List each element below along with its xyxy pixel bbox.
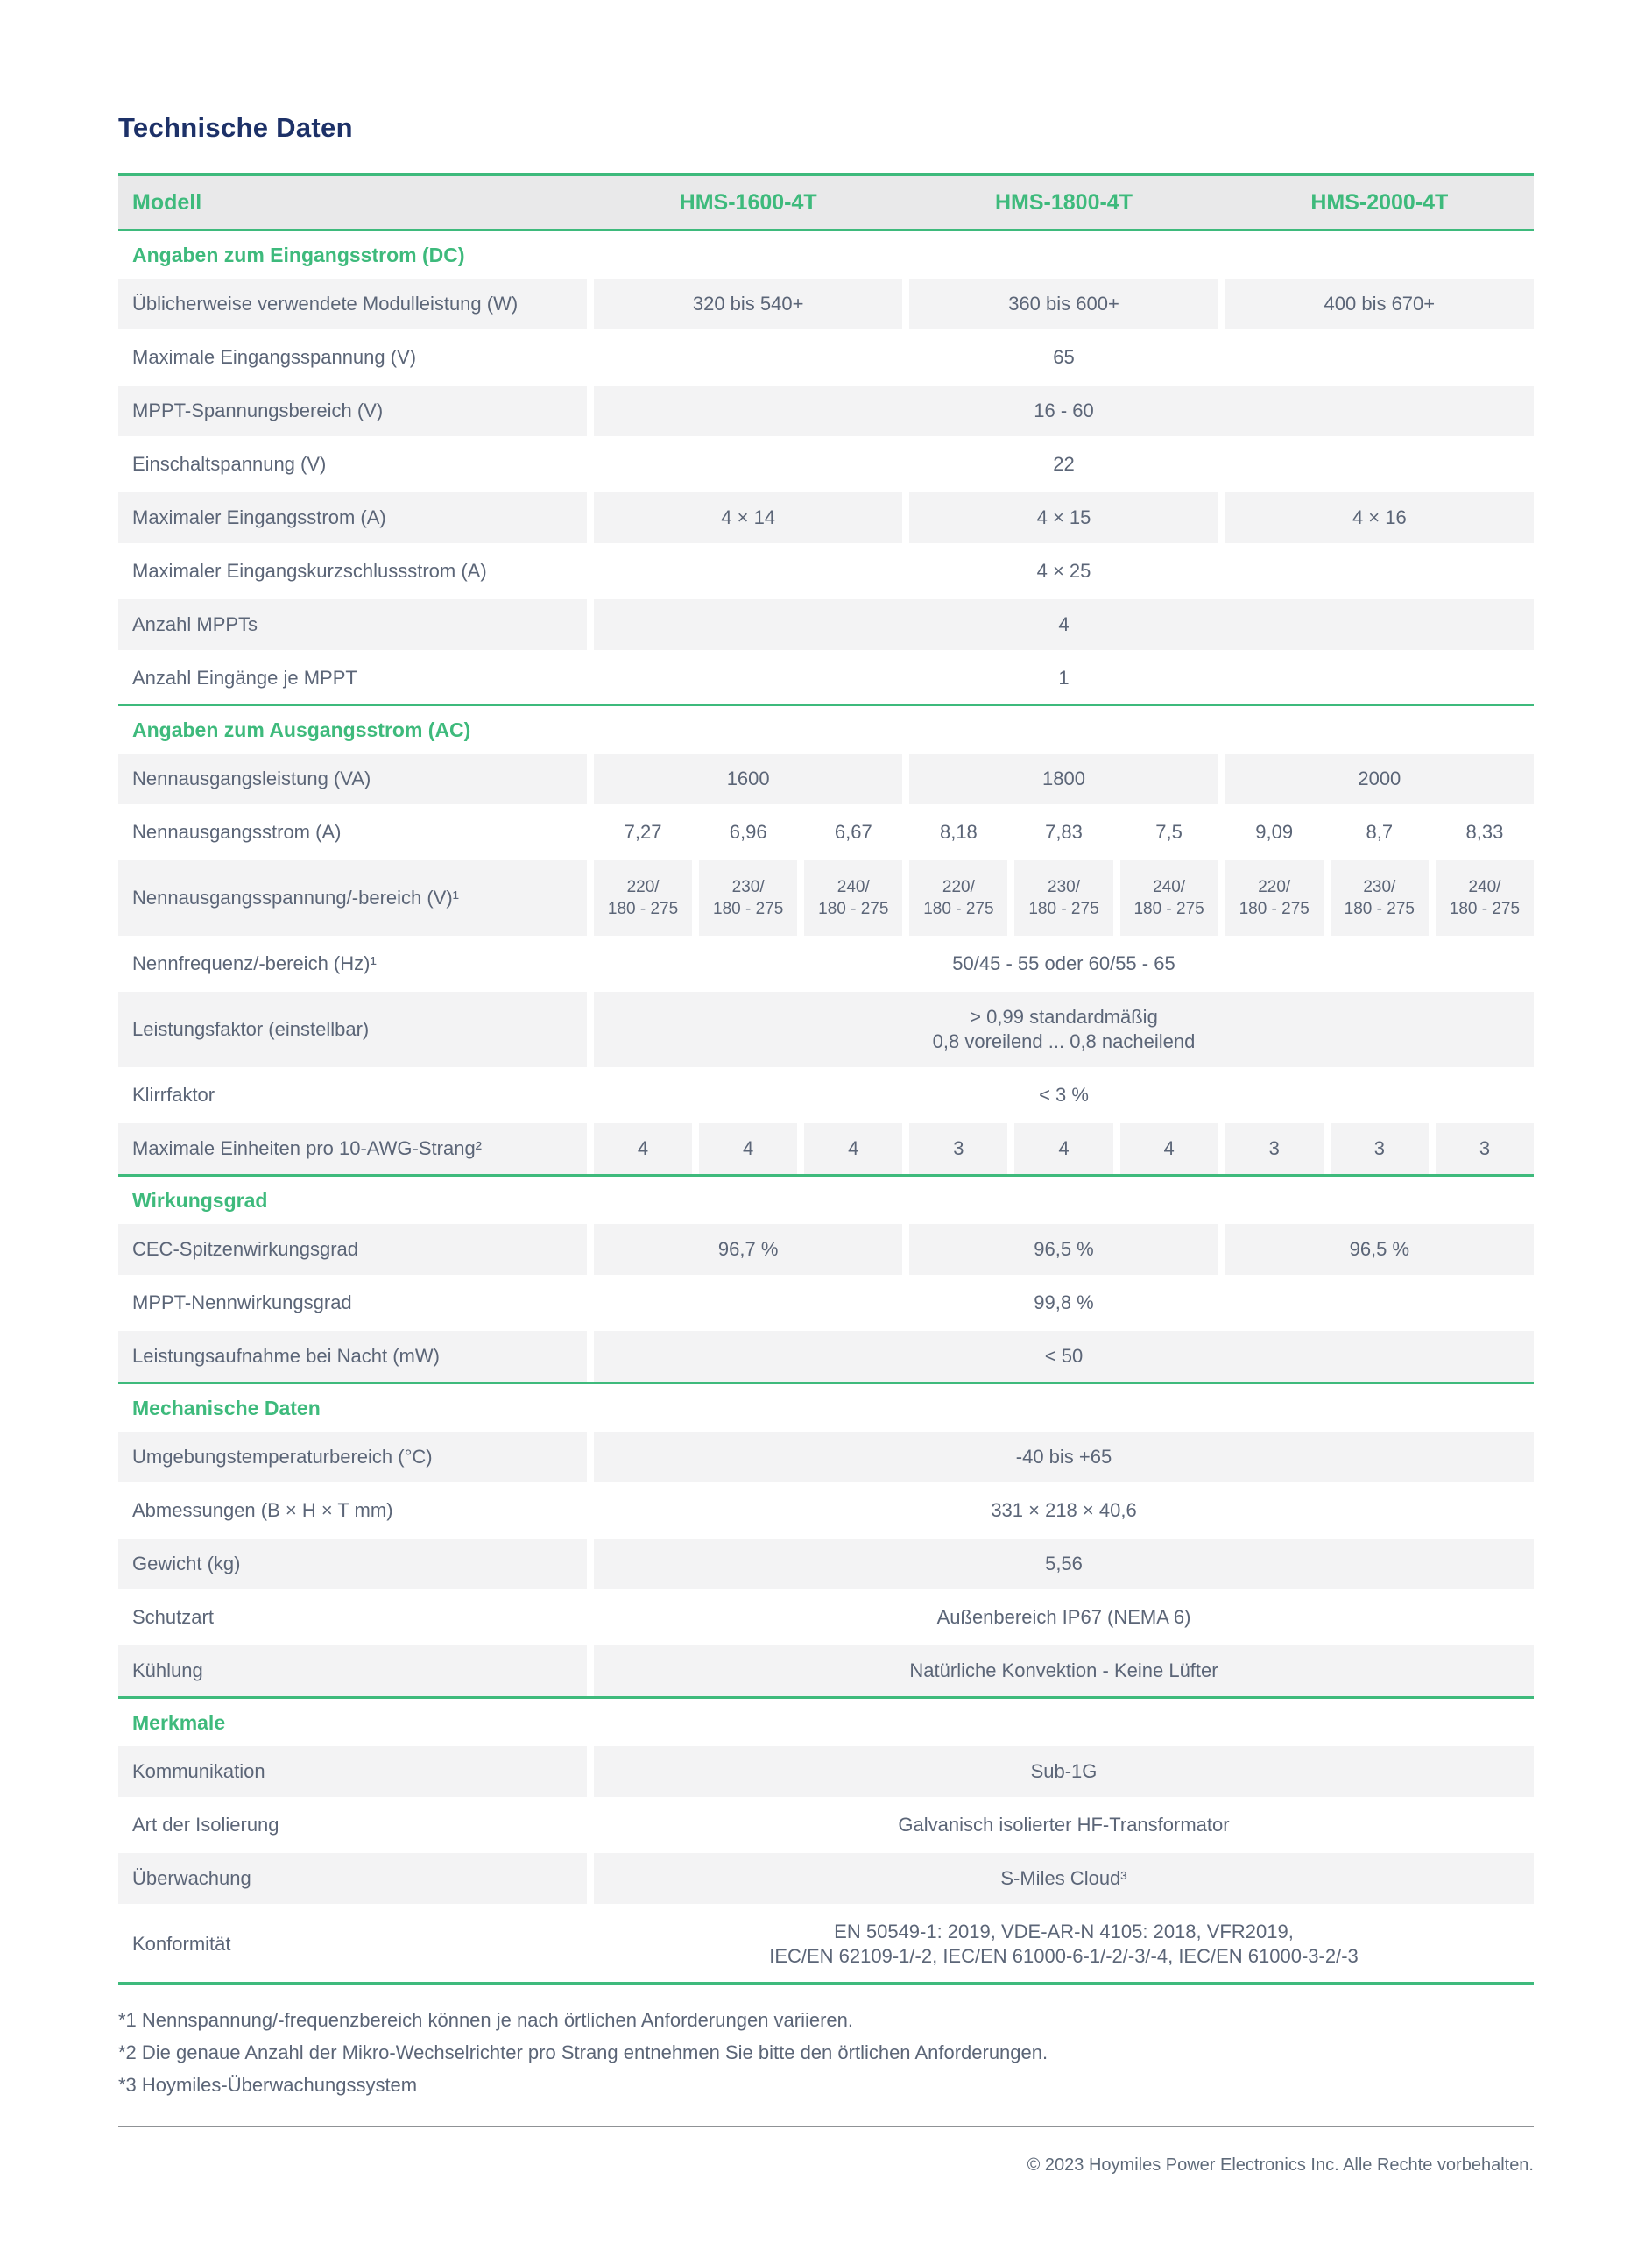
row-value: 65 [1053,346,1075,368]
row-value: 9,09 [1255,821,1294,843]
row-value: 8,7 [1366,821,1394,843]
row-label: Art der Isolierung [132,1814,279,1836]
table-row [118,938,1534,989]
footnote: *1 Nennspannung/-frequenzbereich können je nach örtlichen Anforderungen variieren. [118,2009,854,2031]
table-sections [118,231,1534,1985]
table-row [118,1331,1534,1382]
value-line: 230/ [1363,878,1396,896]
value-line: 180 - 275 [1449,900,1521,918]
section-rows [118,279,1534,706]
value-line: 180 - 275 [1239,900,1310,918]
model-column-header: HMS-2000-4T [1310,189,1449,215]
row-value: 96,5 % [1225,1224,1534,1275]
table-row [118,1645,1534,1696]
row-label: Schutzart [132,1606,214,1628]
row-value [594,992,1534,1067]
row-value: 4 × 14 [594,492,902,543]
table-row [118,807,1534,858]
value-line: 220/ [942,878,975,896]
table-row [118,1277,1534,1328]
table-row [118,1907,1534,1982]
table-header-row [118,173,1534,231]
section-title: Angaben zum Ausgangsstrom (AC) [132,718,471,741]
row-value: 4 [594,599,1534,650]
row-value: 400 bis 670+ [1225,279,1534,329]
row-value: 6,67 [834,821,872,843]
model-row-label: Modell [132,189,202,215]
value-line: 180 - 275 [818,900,889,918]
footnote: *3 Hoymiles-Überwachungssystem [118,2074,418,2096]
row-label: Kühlung [118,1645,587,1696]
row-label: Maximaler Eingangskurzschlussstrom (A) [132,560,487,582]
table-row [118,279,1534,329]
table-row [118,992,1534,1067]
row-value: 2000 [1225,754,1534,804]
value-line: 230/ [1048,878,1080,896]
row-value: 320 bis 540+ [594,279,902,329]
row-value [1331,860,1429,936]
row-label: Maximaler Eingangsstrom (A) [118,492,587,543]
table-row [118,754,1534,804]
row-value: 8,33 [1465,821,1504,843]
row-label: Üblicherweise verwendete Modulleistung (W) [118,279,587,329]
spec-table [118,173,1534,1985]
row-label: Nennfrequenz/-bereich (Hz)¹ [132,952,377,974]
row-value: 96,7 % [594,1224,902,1275]
row-value [594,860,692,936]
copyright-text: © 2023 Hoymiles Power Electronics Inc. Alle Rechte vorbehalten. [1027,2155,1534,2175]
row-values [594,492,1534,543]
row-value: < 3 % [1039,1084,1089,1106]
value-line: 240/ [1468,878,1501,896]
value-line: 180 - 275 [1133,900,1204,918]
row-label: Konformität [132,1933,231,1955]
value-line: 180 - 275 [1028,900,1099,918]
table-row [118,492,1534,543]
row-label: Maximale Eingangsspannung (V) [132,346,417,368]
footnote: *2 Die genaue Anzahl der Mikro-Wechselrichter pro Strang entnehmen Sie bitte den örtlichen Anforderungen. [118,2041,1048,2063]
value-line: EN 50549-1: 2019, VDE-AR-N 4105: 2018, VFR2019, [834,1921,1294,1942]
row-value: S-Miles Cloud³ [594,1853,1534,1904]
row-value: 5,56 [594,1539,1534,1589]
table-row [118,599,1534,650]
table-row [118,1592,1534,1643]
row-values [594,754,1534,804]
row-values [594,860,1534,936]
row-label: Nennausgangsspannung/-bereich (V)¹ [118,860,587,936]
row-value: 1800 [909,754,1218,804]
row-value: 50/45 - 55 oder 60/55 - 65 [952,952,1175,974]
row-value: Natürliche Konvektion - Keine Lüfter [594,1645,1534,1696]
datasheet-page [118,112,1534,2176]
table-row [118,1432,1534,1482]
section-title: Angaben zum Eingangsstrom (DC) [132,244,465,266]
section-rows [118,1746,1534,1985]
row-label: Kommunikation [118,1746,587,1797]
table-row [118,653,1534,704]
row-label: Nennausgangsleistung (VA) [118,754,587,804]
row-value: Galvanisch isolierter HF-Transformator [898,1814,1230,1836]
row-value: 4 [1120,1123,1218,1174]
table-row [118,439,1534,490]
footnotes [118,2004,1534,2101]
value-line: 180 - 275 [607,900,679,918]
value-line: 180 - 275 [923,900,994,918]
row-value: 4 [804,1123,902,1174]
table-row [118,1539,1534,1589]
value-line: 180 - 275 [1344,900,1415,918]
table-section [118,1177,1534,1384]
model-column-header: HMS-1800-4T [994,189,1133,215]
row-label: MPPT-Nennwirkungsgrad [132,1291,352,1313]
row-value: 7,83 [1045,821,1083,843]
row-label: CEC-Spitzenwirkungsgrad [118,1224,587,1275]
row-value [804,860,902,936]
row-label: Leistungsaufnahme bei Nacht (mW) [118,1331,587,1382]
value-line: 240/ [1153,878,1186,896]
row-value: 3 [1331,1123,1429,1174]
table-section [118,706,1534,1177]
row-value [1436,860,1534,936]
row-label: Maximale Einheiten pro 10-AWG-Strang² [118,1123,587,1174]
row-label: Anzahl Eingänge je MPPT [132,667,357,689]
row-label: Anzahl MPPTs [118,599,587,650]
table-row [118,1224,1534,1275]
section-title: Merkmale [132,1711,226,1734]
row-values [594,279,1534,329]
value-line: > 0,99 standardmäßig [970,1006,1158,1028]
model-name-group [594,176,1534,229]
row-value: -40 bis +65 [594,1432,1534,1482]
row-value: 7,27 [624,821,662,843]
model-column-header: HMS-1600-4T [679,189,817,215]
section-rows [118,1224,1534,1384]
row-label: MPPT-Spannungsbereich (V) [118,386,587,436]
row-values [594,1224,1534,1275]
row-label: Gewicht (kg) [118,1539,587,1589]
row-value [594,1907,1534,1982]
row-label: Nennausgangsstrom (A) [132,821,342,843]
row-value [1225,860,1324,936]
table-section [118,1384,1534,1699]
row-value: 1 [1058,667,1070,689]
row-label: Klirrfaktor [132,1084,215,1106]
section-title: Wirkungsgrad [132,1189,268,1212]
row-value: 96,5 % [909,1224,1218,1275]
row-value: 22 [1053,453,1075,475]
row-value: 7,5 [1155,821,1183,843]
section-title: Mechanische Daten [132,1397,321,1419]
row-value [699,860,797,936]
row-value: 1600 [594,754,902,804]
footer-divider [118,2126,1534,2127]
row-value [1120,860,1218,936]
row-label: Überwachung [118,1853,587,1904]
row-value: 99,8 % [1034,1291,1094,1313]
row-value: Sub-1G [594,1746,1534,1797]
table-row [118,1746,1534,1797]
row-value: 4 × 15 [909,492,1218,543]
row-value: 4 [594,1123,692,1174]
row-value: 4 × 16 [1225,492,1534,543]
row-value: 8,18 [939,821,978,843]
row-value [1014,860,1112,936]
row-value [909,860,1007,936]
row-values [594,1123,1534,1174]
row-value: 3 [1436,1123,1534,1174]
row-label: Leistungsfaktor (einstellbar) [118,992,587,1067]
table-row [118,546,1534,597]
table-row [118,386,1534,436]
row-value: < 50 [594,1331,1534,1382]
value-line: 0,8 voreilend ... 0,8 nacheilend [932,1030,1196,1052]
row-value: 3 [1225,1123,1324,1174]
table-row [118,1800,1534,1850]
value-line: 180 - 275 [713,900,784,918]
value-line: 230/ [731,878,765,896]
table-section [118,1699,1534,1985]
row-values [594,807,1534,858]
row-label: Umgebungstemperaturbereich (°C) [118,1432,587,1482]
row-value: 16 - 60 [594,386,1534,436]
row-label: Einschaltspannung (V) [132,453,327,475]
value-line: 240/ [837,878,870,896]
table-row [118,1485,1534,1536]
row-value: Außenbereich IP67 (NEMA 6) [936,1606,1191,1628]
row-value: 4 [699,1123,797,1174]
row-label: Abmessungen (B × H × T mm) [132,1499,393,1521]
value-line: IEC/EN 62109-1/-2, IEC/EN 61000-6-1/-2/-3/-4, IEC/EN 61000-3-2/-3 [769,1945,1359,1967]
value-line: 220/ [626,878,660,896]
page-title: Technische Daten [118,112,353,143]
table-row [118,1123,1534,1174]
table-section [118,231,1534,706]
table-row [118,1853,1534,1904]
table-row [118,332,1534,383]
row-value: 3 [909,1123,1007,1174]
section-rows [118,1432,1534,1699]
value-line: 220/ [1258,878,1291,896]
table-row [118,1070,1534,1121]
row-value: 331 × 218 × 40,6 [991,1499,1137,1521]
table-row [118,860,1534,936]
row-value: 6,96 [729,821,767,843]
section-rows [118,754,1534,1177]
row-value: 4 × 25 [1036,560,1091,582]
row-value: 360 bis 600+ [909,279,1218,329]
row-value: 4 [1014,1123,1112,1174]
